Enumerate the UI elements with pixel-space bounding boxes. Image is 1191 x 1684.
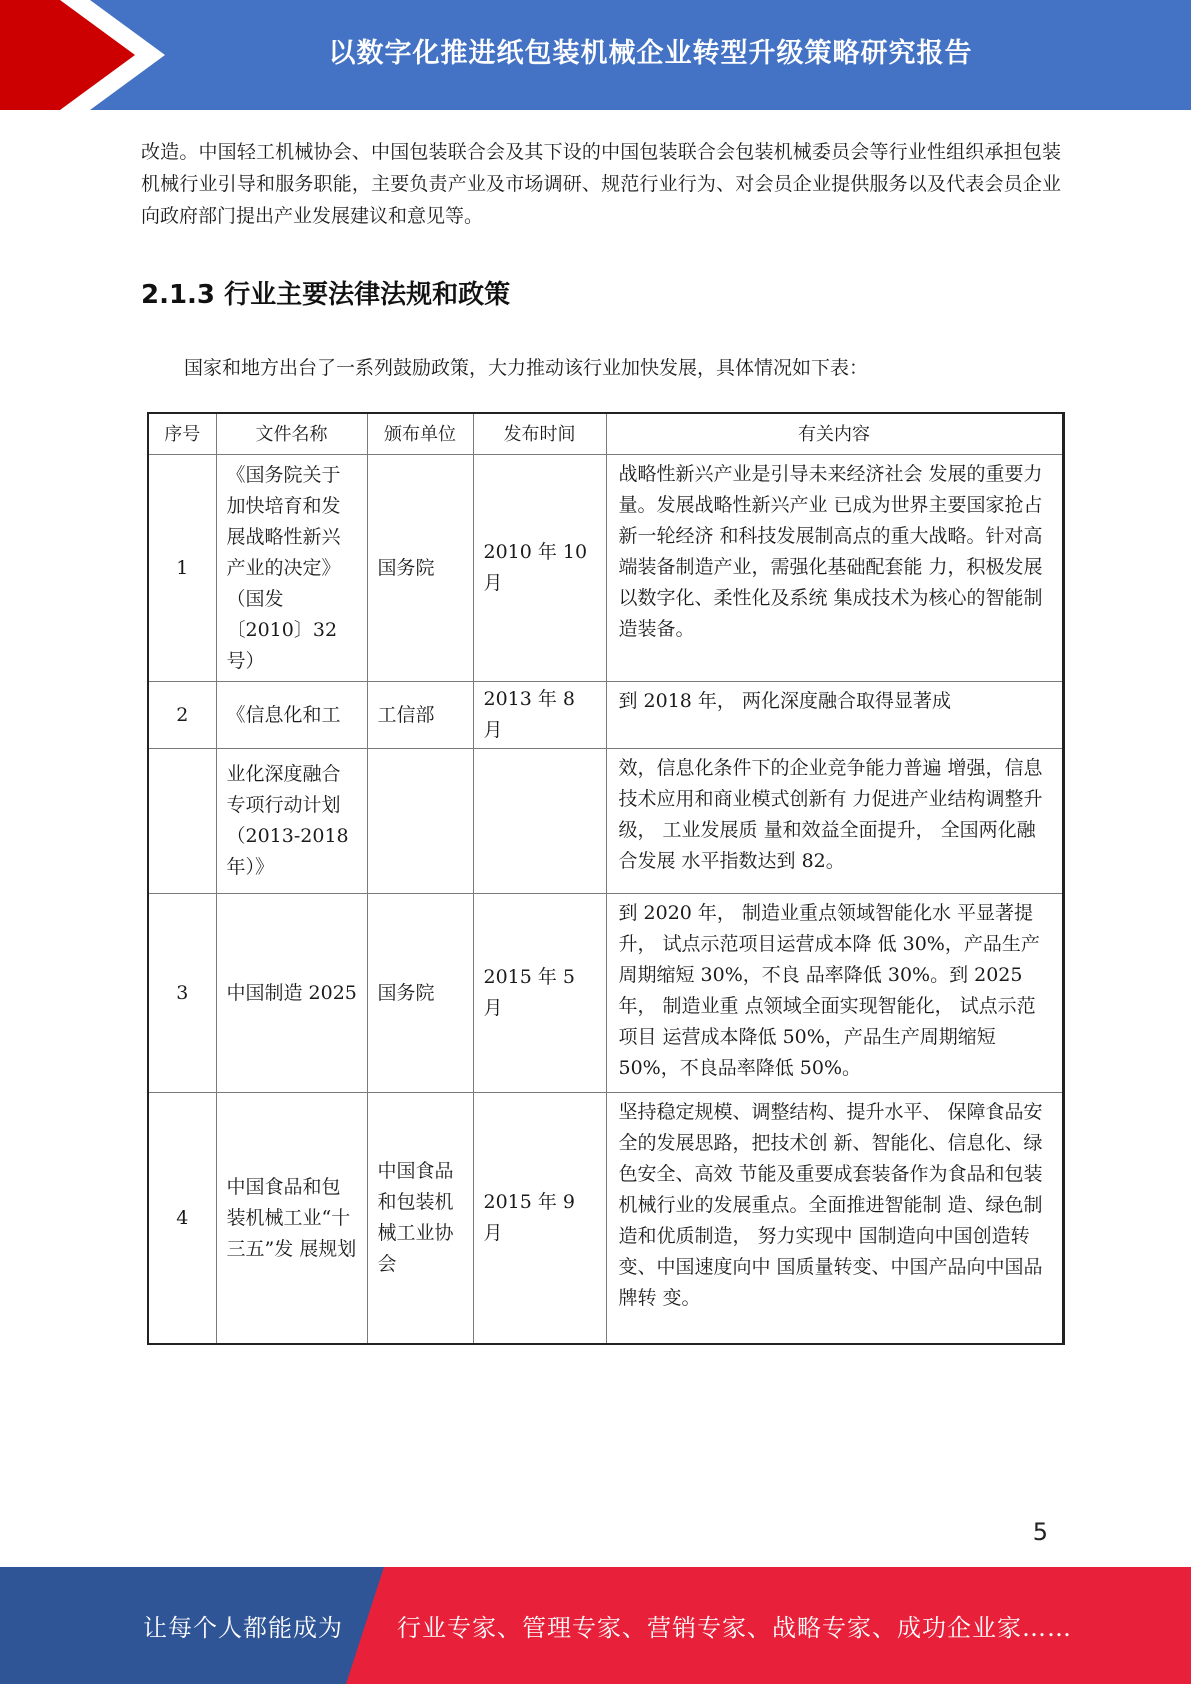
- table-row: [148, 682, 1063, 749]
- row-date: 2010 年 10 月: [473, 455, 606, 682]
- row-doc-name: 《信息化和工: [216, 682, 367, 749]
- footer-slogan-right: 行业专家、管理专家、营销专家、战略专家、成功企业家……: [397, 1614, 1072, 1642]
- intro-paragraph: 改造。中国轻工机械协会、中国包装联合会及其下设的中国包装联合会包装机械委员会等行业性组织承担包装机械行业引导和服务职能，主要负责产业及市场调研、规范行业行为、对会员企业提供服务以及代表会员企业向政府部门提出产业发展建议和意见等。: [141, 141, 1061, 227]
- row-issuer: 中国食品和包装机械工业协会: [367, 1093, 473, 1345]
- header-red-chevron: [0, 0, 145, 110]
- table-row: [148, 894, 1063, 1093]
- row-issuer: 工信部: [367, 682, 473, 749]
- table-row: [148, 1093, 1063, 1345]
- row-date: [473, 749, 606, 894]
- row-content: 到 2020 年， 制造业重点领域智能化水 平显著提升， 试点示范项目运营成本降 低 30%，产品生产周期缩短 30%，不良 品率降低 30%。到 2025 年， 制造业重 点领域全面实现智能化， 试点示范项目 运营成本降低 50%，产品生产周期缩短 50%，不良品率降低 50%。: [606, 894, 1063, 1093]
- table-lead-sentence: 国家和地方出台了一系列鼓励政策，大力推动该行业加快发展，具体情况如下表：: [184, 357, 869, 379]
- row-date: 2015 年 9 月: [473, 1093, 606, 1345]
- header-issuer: 颁布单位: [367, 413, 473, 455]
- row-content: 坚持稳定规模、调整结构、提升水平、 保障食品安全的发展思路，把技术创 新、智能化、信息化、绿色安全、高效 节能及重要成套装备作为食品和包装 机械行业的发展重点。全面推进智能制 造、绿色制造和优质制造， 努力实现中 国制造向中国创造转变、中国速度向中 国质量转变、中国产品向中国品牌转 变。: [606, 1093, 1063, 1345]
- row-no: 1: [148, 455, 216, 682]
- row-issuer: 国务院: [367, 894, 473, 1093]
- header-doc-name: 文件名称: [216, 413, 367, 455]
- row-content: 效，信息化条件下的企业竞争能力普遍 增强，信息技术应用和商业模式创新有 力促进产业结构调整升级， 工业发展质 量和效益全面提升， 全国两化融合发展 水平指数达到 82。: [606, 749, 1063, 894]
- row-no: [148, 749, 216, 894]
- page-number: 5: [1032, 1518, 1048, 1546]
- footer-slogan-left: 让每个人都能成为: [143, 1614, 343, 1642]
- row-issuer: 国务院: [367, 455, 473, 682]
- header-date: 发布时间: [473, 413, 606, 455]
- row-content: 到 2018 年， 两化深度融合取得显著成: [606, 682, 1063, 749]
- table-header-row: [148, 413, 1063, 455]
- table-row: [148, 455, 1063, 682]
- row-doc-name: 业化深度融合专项行动计划（2013-2018年）》: [216, 749, 367, 894]
- header-content: 有关内容: [606, 413, 1063, 455]
- row-doc-name: 中国制造 2025: [216, 894, 367, 1093]
- policy-table: [147, 412, 1065, 1345]
- footer-banner: [0, 1567, 1191, 1684]
- section-heading: 2.1.3 行业主要法律法规和政策: [141, 280, 511, 310]
- header-no: 序号: [148, 413, 216, 455]
- row-no: 4: [148, 1093, 216, 1345]
- header-title: 以数字化推进纸包装机械企业转型升级策略研究报告: [328, 37, 973, 69]
- row-date: 2015 年 5 月: [473, 894, 606, 1093]
- row-doc-name: 《国务院关于加快培育和发展战略性新兴产业的决定》（国发〔2010〕32号）: [216, 455, 367, 682]
- row-date: 2013 年 8 月: [473, 682, 606, 749]
- row-no: 3: [148, 894, 216, 1093]
- row-content: 战略性新兴产业是引导未来经济社会 发展的重要力量。发展战略性新兴产业 已成为世界主要国家抢占新一轮经济 和科技发展制高点的重大战略。针对高 端装备制造产业，需强化基础配套能 力，积极发展以数字化、柔性化及系统 集成技术为核心的智能制造装备。: [606, 455, 1063, 682]
- header-banner: [0, 0, 1191, 110]
- table-row: [148, 749, 1063, 894]
- row-no: 2: [148, 682, 216, 749]
- row-issuer: [367, 749, 473, 894]
- row-doc-name: 中国食品和包装机械工业“十三五”发 展规划: [216, 1093, 367, 1345]
